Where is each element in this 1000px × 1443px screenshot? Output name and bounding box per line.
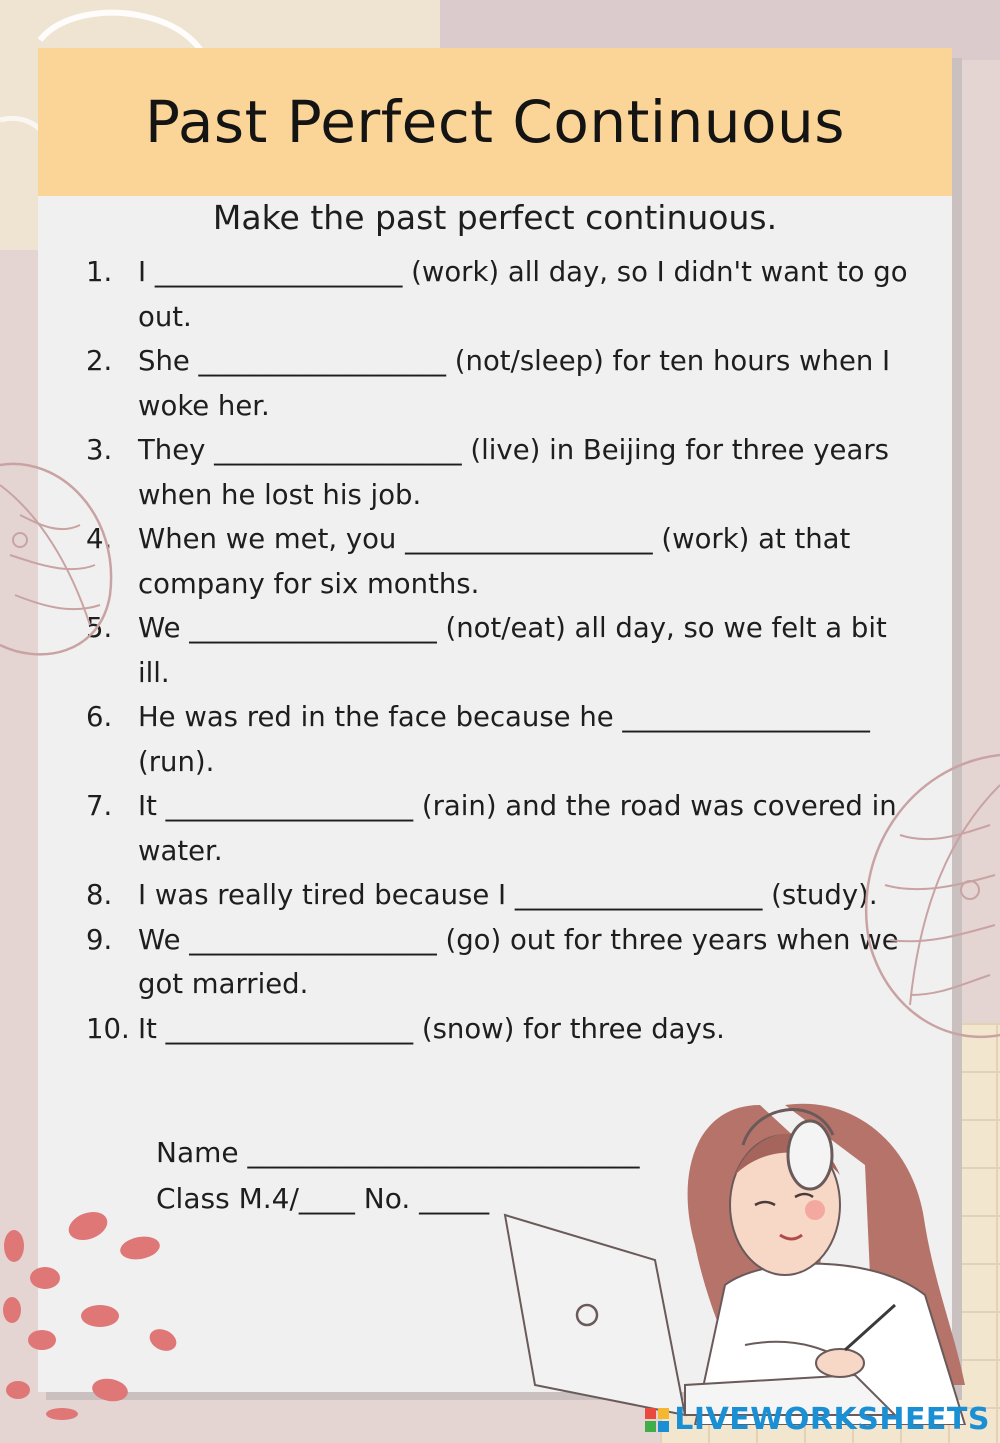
instructions: Make the past perfect continuous. — [212, 198, 778, 237]
footer-brand[interactable] — [644, 1402, 990, 1437]
question-text[interactable]: I __________________ (work) all day, so I didn't want to go out. — [138, 256, 908, 333]
question-number: 9. — [86, 923, 113, 956]
question-text[interactable]: It __________________ (rain) and the road was covered in water. — [138, 790, 897, 867]
question-item — [86, 873, 916, 918]
title-band — [38, 48, 952, 196]
question-number: 1. — [86, 256, 113, 288]
question-item — [86, 606, 916, 695]
question-text[interactable]: He was red in the face because he __________________ (run). — [138, 701, 870, 778]
question-item — [86, 1007, 916, 1052]
question-item — [86, 918, 916, 1007]
question-number: 5. — [86, 612, 113, 644]
question-item — [86, 339, 916, 428]
question-item — [86, 250, 916, 339]
liveworksheets-logo-icon — [644, 1407, 670, 1433]
question-number: 7. — [86, 790, 113, 822]
question-item — [86, 517, 916, 606]
question-number: 6. — [86, 701, 113, 733]
question-number: 8. — [86, 879, 113, 911]
brand-text: LIVEWORKSHEETS — [674, 1402, 990, 1437]
question-text[interactable]: I was really tired because I __________________ (study). — [138, 879, 878, 911]
question-text[interactable]: We __________________ (not/eat) all day, so we felt a bit ill. — [138, 612, 887, 689]
question-text[interactable]: We __________________ (go) out for three years when we got married. — [138, 923, 899, 1000]
question-number: 2. — [86, 345, 113, 377]
girl-laptop-illustration — [495, 1085, 1000, 1425]
question-text[interactable]: She __________________ (not/sleep) for ten hours when I woke her. — [138, 345, 891, 422]
question-text[interactable]: They __________________ (live) in Beijing for three years when he lost his job. — [138, 434, 889, 511]
dots-decoration-icon — [0, 1200, 190, 1420]
question-list — [86, 250, 916, 1051]
question-text[interactable]: It __________________ (snow) for three days. — [138, 1012, 725, 1045]
question-number: 10. — [86, 1012, 130, 1045]
class-field[interactable]: Class M.4/____ No. _____ — [156, 1182, 490, 1215]
question-number: 4. — [86, 523, 113, 555]
question-item — [86, 695, 916, 784]
question-item — [86, 428, 916, 517]
question-text[interactable]: When we met, you __________________ (work) at that company for six months. — [138, 523, 851, 600]
question-number: 3. — [86, 434, 113, 466]
question-item — [86, 784, 916, 873]
page-title: Past Perfect Continuous — [145, 88, 845, 156]
leaf-left-icon — [0, 455, 130, 675]
name-field[interactable]: Name ____________________________ — [156, 1136, 640, 1169]
leaf-right-icon — [850, 745, 1000, 1045]
